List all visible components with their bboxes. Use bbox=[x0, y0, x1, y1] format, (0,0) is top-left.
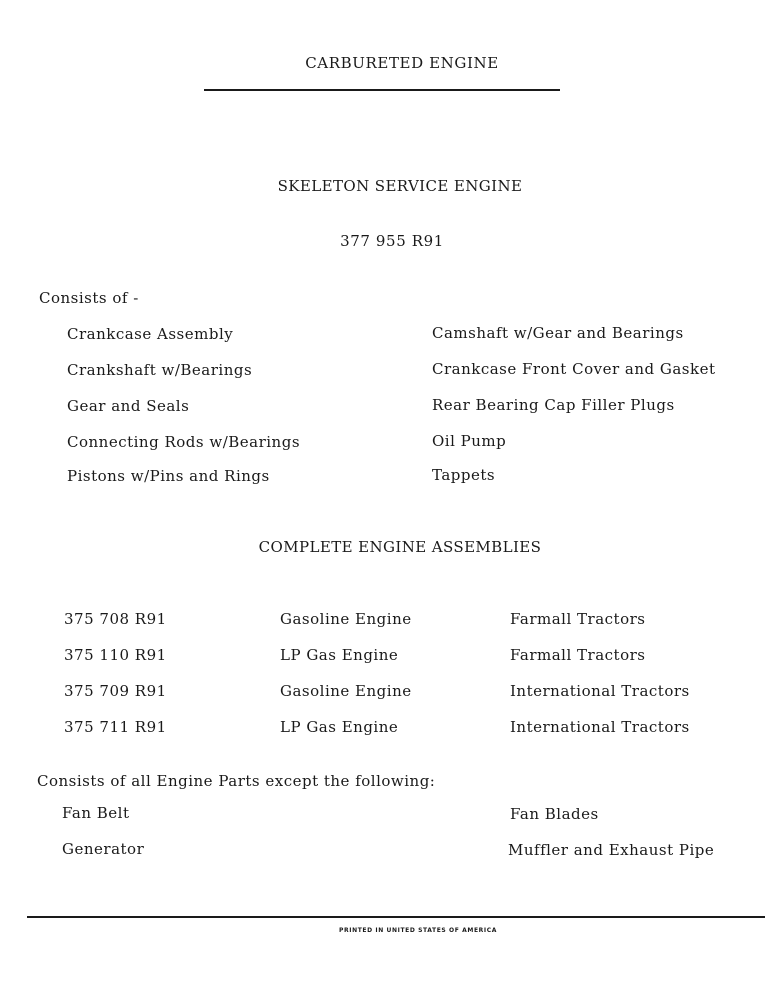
skeleton-right-item: Crankcase Front Cover and Gasket bbox=[432, 360, 716, 378]
complete-section-title: COMPLETE ENGINE ASSEMBLIES bbox=[258, 538, 542, 556]
assembly-engine-type: Gasoline Engine bbox=[280, 610, 412, 628]
assembly-engine-type: LP Gas Engine bbox=[280, 646, 399, 664]
skeleton-right-item: Rear Bearing Cap Filler Plugs bbox=[432, 396, 675, 414]
title-underline bbox=[204, 89, 560, 91]
except-left-item: Generator bbox=[62, 840, 145, 858]
page-title: CARBURETED ENGINE bbox=[305, 54, 499, 72]
skeleton-left-item: Crankshaft w/Bearings bbox=[67, 361, 253, 379]
assembly-engine-type: LP Gas Engine bbox=[280, 718, 399, 736]
assembly-part-number: 375 711 R91 bbox=[64, 718, 167, 736]
assembly-application: International Tractors bbox=[510, 718, 690, 736]
skeleton-left-item: Pistons w/Pins and Rings bbox=[67, 467, 270, 485]
assembly-part-number: 375 110 R91 bbox=[64, 646, 167, 664]
skeleton-section-title: SKELETON SERVICE ENGINE bbox=[277, 177, 523, 195]
skeleton-left-item: Connecting Rods w/Bearings bbox=[67, 433, 301, 451]
skeleton-left-item: Gear and Seals bbox=[67, 397, 190, 415]
assembly-application: Farmall Tractors bbox=[510, 646, 646, 664]
except-left-item: Fan Belt bbox=[62, 804, 130, 822]
skeleton-part-number: 377 955 R91 bbox=[340, 232, 444, 250]
assembly-engine-type: Gasoline Engine bbox=[280, 682, 412, 700]
except-label: Consists of all Engine Parts except the following: bbox=[37, 772, 436, 790]
footer-rule bbox=[27, 916, 765, 918]
assembly-application: International Tractors bbox=[510, 682, 690, 700]
printed-footer: PRINTED IN UNITED STATES OF AMERICA bbox=[339, 927, 497, 934]
assembly-part-number: 375 708 R91 bbox=[64, 610, 167, 628]
skeleton-right-item: Tappets bbox=[432, 466, 496, 484]
skeleton-right-item: Oil Pump bbox=[432, 432, 507, 450]
assembly-part-number: 375 709 R91 bbox=[64, 682, 167, 700]
skeleton-consists-label: Consists of - bbox=[39, 289, 139, 307]
assembly-application: Farmall Tractors bbox=[510, 610, 646, 628]
skeleton-left-item: Crankcase Assembly bbox=[67, 325, 234, 343]
skeleton-right-item: Camshaft w/Gear and Bearings bbox=[432, 324, 684, 342]
except-right-item: Muffler and Exhaust Pipe bbox=[508, 841, 715, 859]
except-right-item: Fan Blades bbox=[510, 805, 599, 823]
